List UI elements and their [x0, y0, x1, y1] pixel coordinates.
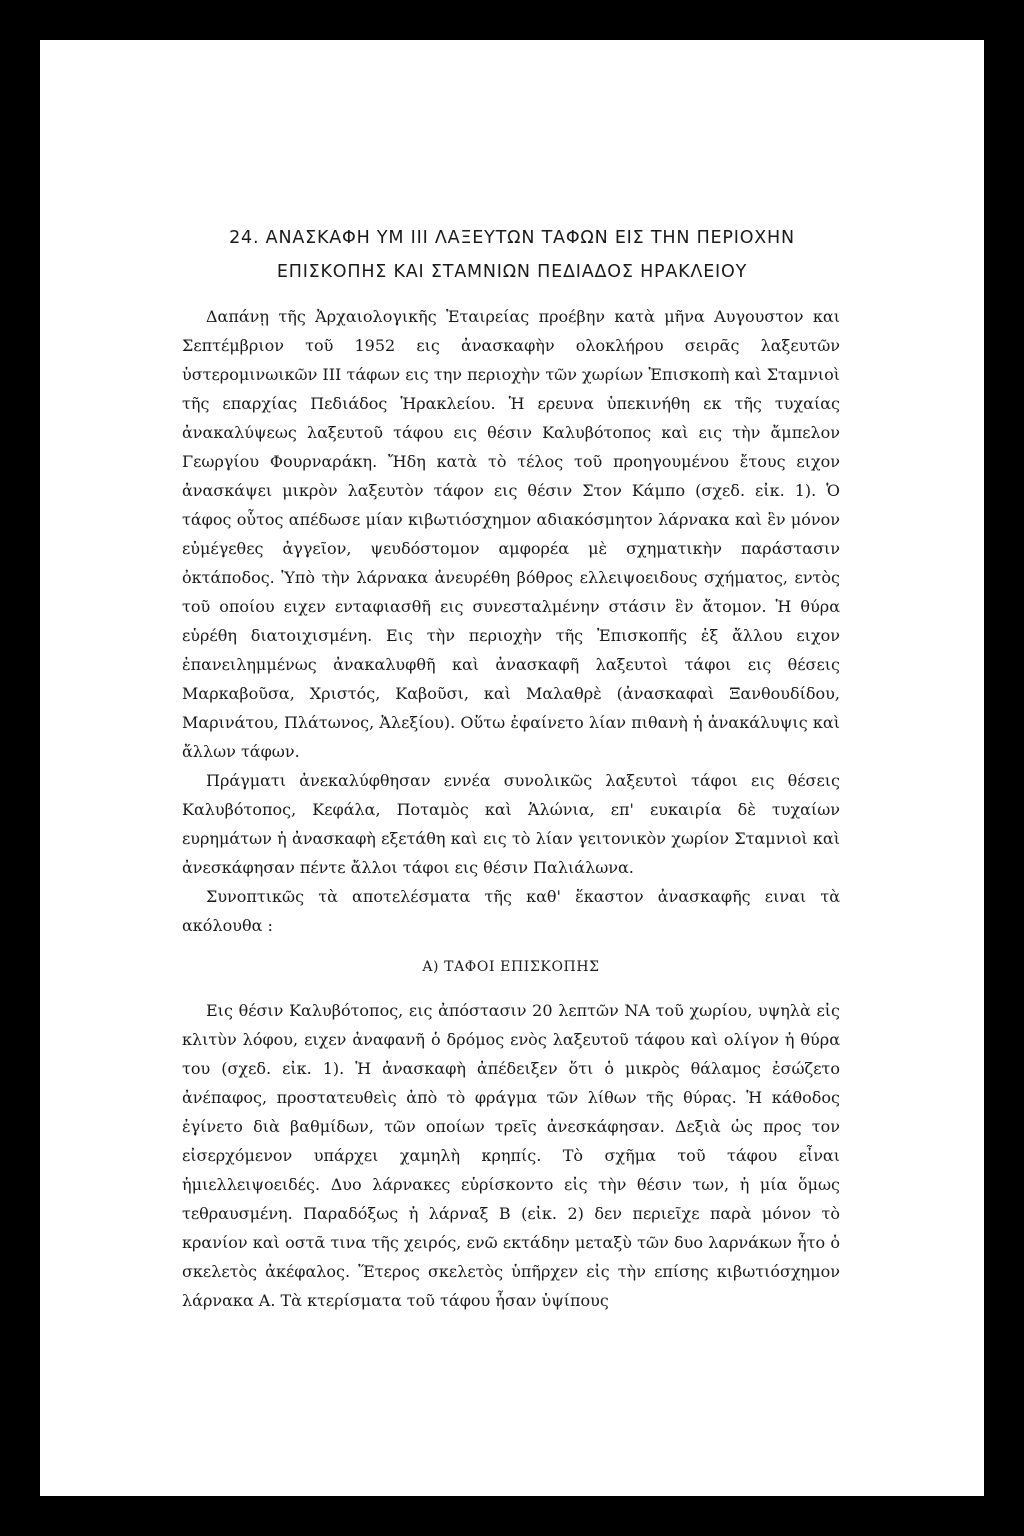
- document-body: [182, 302, 840, 1315]
- chapter-heading-line-2: ΕΠΙΣΚΟΠΗΣ ΚΑΙ ΣΤΑΜΝΙΩΝ ΠΕΔΙΑΔΟΣ ΗΡΑΚΛΕΙΟΥ: [276, 262, 748, 282]
- section-title: Α) ΤΑΦΟΙ ΕΠΙΣΚΟΠΗΣ: [422, 959, 600, 975]
- paragraph-2: Πράγματι ἀνεκαλύφθησαν εννέα συνολικῶς λαξευτοὶ τάφοι εις θέσεις Καλυβότοπος, Κεφάλα, Ποταμὸς καὶ Ἁλώνια, επ' ευκαιρία δὲ τυχαίων ευρημάτων ἡ ἀνασκαφὴ εξετάθη καὶ εις τὸ λίαν γειτονικὸν χωρίον Σταμνιοὶ καὶ ἀνεσκάφησαν πέντε ἄλλοι τάφοι εις θέσιν Παλιάλωνα.: [182, 771, 840, 877]
- paragraph-1: Δαπάνῃ τῆς Ἀρχαιολογικῆς Ἑταιρείας προέβην κατὰ μῆνα Αυγουστον και Σεπτέμβριον τοῦ 1952 εις ἀνασκαφὴν ολοκλήρου σειρᾶς λαξευτῶν ὑστερομινωικῶν ΙΙΙ τάφων εις την περιοχὴν τῶν χωρίων Ἐπισκοπὴ καὶ Σταμνιοὶ τῆς επαρχίας Πεδιάδος Ἡρακλείου. Ἡ ερευνα ὑπεκινήθη εκ τῆς τυχαίας ἀνακαλύψεως λαξευτοῦ τάφου εις θέσιν Καλυβότοπος καὶ εις τὴν ἄμπελον Γεωργίου Φουρναράκη. Ἤδη κατὰ τὸ τέλος τοῦ προηγουμένου ἔτους ειχον ἀνασκάψει μικρὸν λαξευτὸν τάφον εις θέσιν Στον Κάμπο (σχεδ. εἰκ. 1). Ὁ τάφος οὗτος απέδωσε μίαν κιβωτιόσχημον αδιακόσμητον λάρνακα καὶ ἓν μόνον εὐμέγεθες ἀγγεῖον, ψευδόστομον αμφορέα μὲ σχηματικὴν παράστασιν ὀκτάποδος. Ὑπὸ τὴν λάρνακα ἀνευρέθη βόθρος ελλειψοειδους σχήματος, εντὸς τοῦ οποίου ειχεν ενταφιασθῆ εις συνεσταλμένην στάσιν ἓν ἄτομον. Ἡ θύρα εὑρέθη διατοιχισμένη. Εις τὴν περιοχὴν τῆς Ἐπισκοπῆς ἐξ ἄλλου ειχον ἐπανειλημμένως ἀνακαλυφθῆ καὶ ἀνασκαφῆ λαξευτοὶ τάφοι εις θέσεις Μαρκαβοῦσα, Χριστός, Καβοῦσι, καὶ Μαλαθρὲ (ἀνασκαφαὶ Ξανθουδίδου, Μαρινάτου, Πλάτωνος, Ἀλεξίου). Οὕτω ἐφαίνετο λίαν πιθανὴ ἡ ἀνακάλυψις καὶ ἄλλων τάφων.: [182, 307, 840, 761]
- paragraph-3: Συνοπτικῶς τὰ αποτελέσματα τῆς καθ' ἕκαστον ἀνασκαφῆς ειναι τὰ ακόλουθα :: [182, 887, 840, 935]
- section-paragraph: Εις θέσιν Καλυβότοπος, εις ἀπόστασιν 20 λεπτῶν ΝΑ τοῦ χωρίου, υψηλὰ εἰς κλιτὺν λόφου, ειχεν ἀναφανῆ ὁ δρόμος ενὸς λαξευτοῦ τάφου καὶ ολίγον ἡ θύρα του (σχεδ. εἰκ. 1). Ἡ ἀνασκαφὴ ἀπέδειξεν ὅτι ὁ μικρὸς θάλαμος ἐσώζετο ἀνέπαφος, προστατευθεὶς ἀπὸ τὸ φράγμα τῶν λίθων τῆς θύρας. Ἡ κάθοδος ἐγίνετο διὰ βαθμίδων, τῶν οποίων τρεῖς ἀνεσκάφησαν. Δεξιὰ ὡς προς τον εἰσερχόμενον υπάρχει χαμηλὴ κρηπίς. Τὸ σχῆμα τοῦ τάφου εἶναι ἡμιελλειψοειδές. Δυο λάρνακες εὑρίσκοντο εἰς τὴν θέσιν των, ἡ μία ὅμως τεθραυσμένη. Παραδόξως ἡ λάρναξ Β (εἰκ. 2) δεν περιεῖχε παρὰ μόνον τὸ κρανίον καὶ οστᾶ τινα τῆς χειρός, ενῶ εκτάδην μεταξὺ τῶν δυο λαρνάκων ἦτο ὁ σκελετὸς ἀκέφαλος. Ἕτερος σκελετὸς ὑπῆρχεν εἰς τὴν επίσης κιβωτιόσχημον λάρνακα Α. Τὰ κτερίσματα τοῦ τάφου ἦσαν ὑψίπους: [182, 1001, 840, 1310]
- chapter-heading-line-1: 24. ΑΝΑΣΚΑΦΗ ΥΜ ΙΙΙ ΛΑΞΕΥΤΩΝ ΤΑΦΩΝ ΕΙΣ ΤΗΝ ΠΕΡΙΟΧΗΝ: [229, 228, 795, 248]
